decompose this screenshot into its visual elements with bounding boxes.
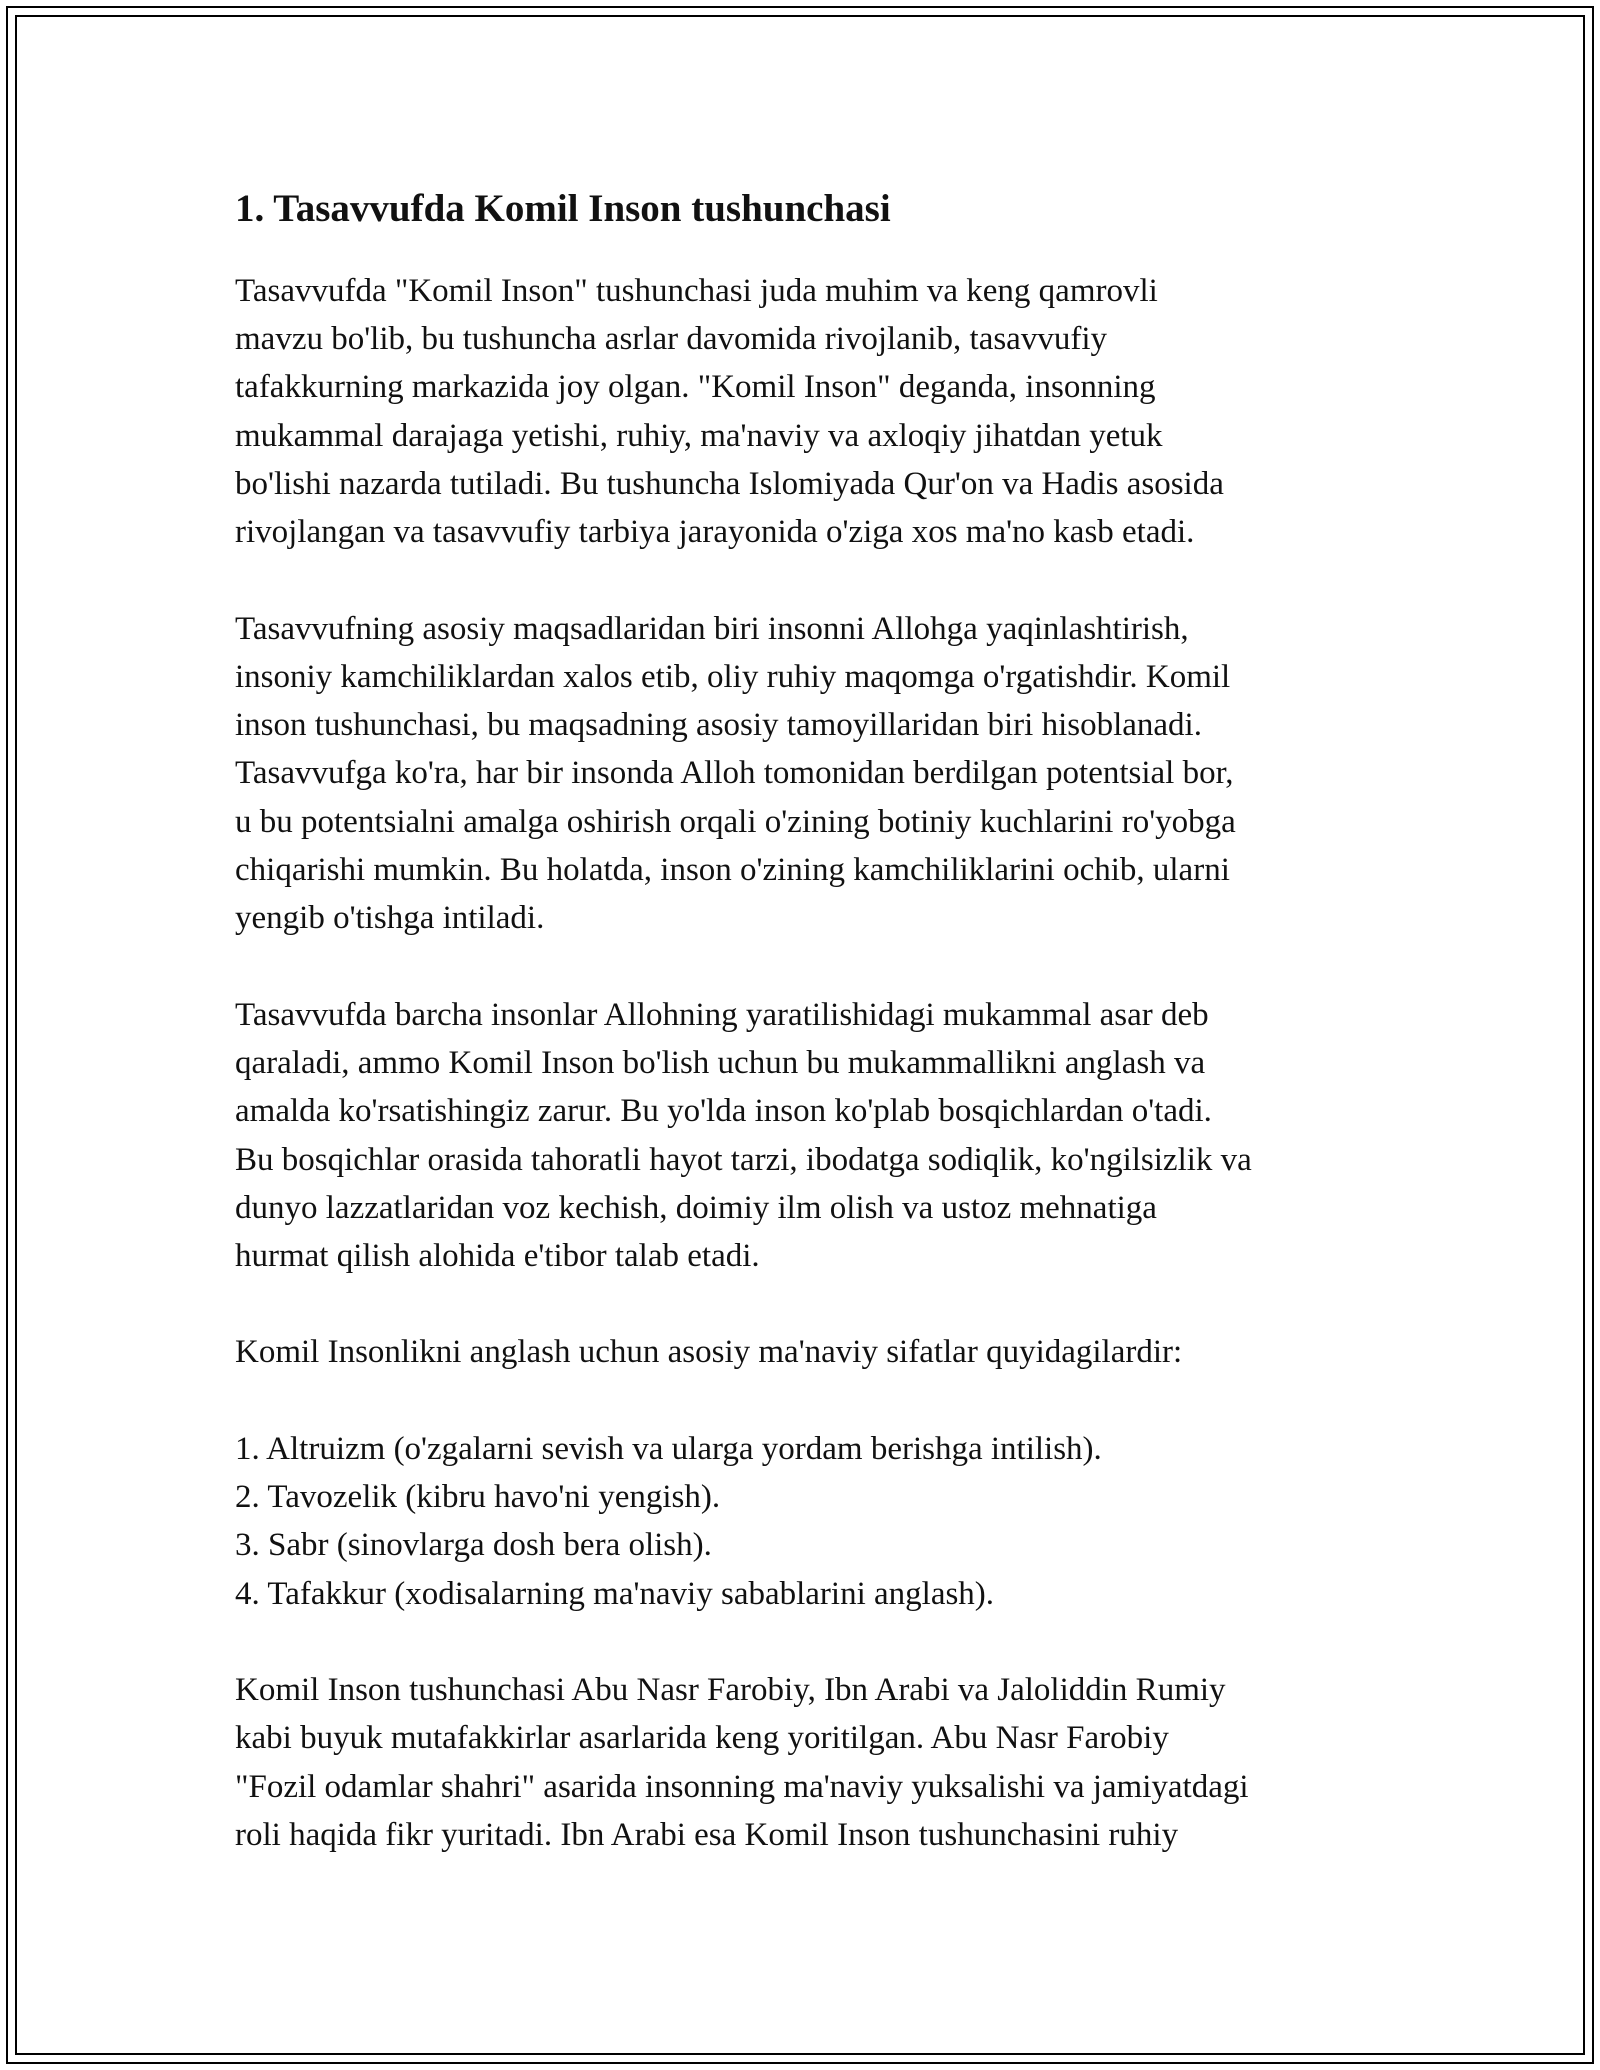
- section-heading: 1. Tasavvufda Komil Inson tushunchasi: [235, 187, 891, 230]
- document-body: [235, 186, 1385, 1859]
- paragraph-2: Tasavvufning asosiy maqsadlaridan biri insonni Allohga yaqinlashtirish, insoniy kamchiliklardan xalos etib, oliy ruhiy maqomga o'rgatishdir. Komil inson tushunchasi, bu maqsadning asosiy tamoyillaridan biri hisoblanadi. Tasavvufga ko'ra, har bir insonda Alloh tomonidan berdilgan potentsial bor, u bu potentsialni amalga oshirish orqali o'zining botiniy kuchlarini ro'yobga chiqarishi mumkin. Bu holatda, inson o'zining kamchiliklarini ochib, ularni yengib o'tishga intiladi.: [235, 610, 1236, 937]
- list-item: 2. Tavozelik (kibru havo'ni yengish).: [235, 1479, 721, 1516]
- list-item: 4. Tafakkur (xodisalarning ma'naviy sabablarini anglash).: [235, 1575, 995, 1612]
- paragraph-spacer: [235, 557, 1385, 605]
- paragraph-spacer: [235, 943, 1385, 991]
- paragraph-3: Tasavvufda barcha insonlar Allohning yaratilishidagi mukammal asar deb qaraladi, ammo Komil Inson bo'lish uchun bu mukammallikni anglash va amalda ko'rsatishingiz zarur. Bu yo'lda inson ko'plab bosqichlardan o'tadi. Bu bosqichlar orasida tahoratli hayot tarzi, ibodatga sodiqlik, ko'ngilsizlik va dunyo lazzatlaridan voz kechish, doimiy ilm olish va ustoz mehnatiga hurmat qilish alohida e'tibor talab etadi.: [235, 996, 1252, 1275]
- paragraph-spacer: [235, 1280, 1385, 1328]
- paragraph-4: Komil Insonlikni anglash uchun asosiy ma'naviy sifatlar quyidagilardir:: [235, 1334, 1183, 1371]
- list-item: 1. Altruizm (o'zgalarni sevish va ularga yordam berishga intilish).: [235, 1430, 1102, 1467]
- paragraph-spacer: [235, 1377, 1385, 1425]
- paragraph-1: Tasavvufda "Komil Inson" tushunchasi juda muhim va keng qamrovli mavzu bo'lib, bu tushuncha asrlar davomida rivojlanib, tasavvufiy tafakkurning markazida joy olgan. "Komil Inson" deganda, insonning mukammal darajaga yetishi, ruhiy, ma'naviy va axloqiy jihatdan yetuk bo'lishi nazarda tutiladi. Bu tushuncha Islomiyada Qur'on va Hadis asosida rivojlangan va tasavvufiy tarbiya jarayonida o'ziga xos ma'no kasb etadi.: [235, 272, 1224, 551]
- list-item: 3. Sabr (sinovlarga dosh bera olish).: [235, 1527, 712, 1564]
- qualities-list: [235, 1425, 1385, 1618]
- paragraph-spacer: [235, 1618, 1385, 1666]
- paragraph-5: Komil Inson tushunchasi Abu Nasr Farobiy, Ibn Arabi va Jaloliddin Rumiy kabi buyuk mutafakkirlar asarlarida keng yoritilgan. Abu Nasr Farobiy "Fozil odamlar shahri" asarida insonning ma'naviy yuksalishi va jamiyatdagi roli haqida fikr yuritadi. Ibn Arabi esa Komil Inson tushunchasini ruhiy: [235, 1671, 1249, 1853]
